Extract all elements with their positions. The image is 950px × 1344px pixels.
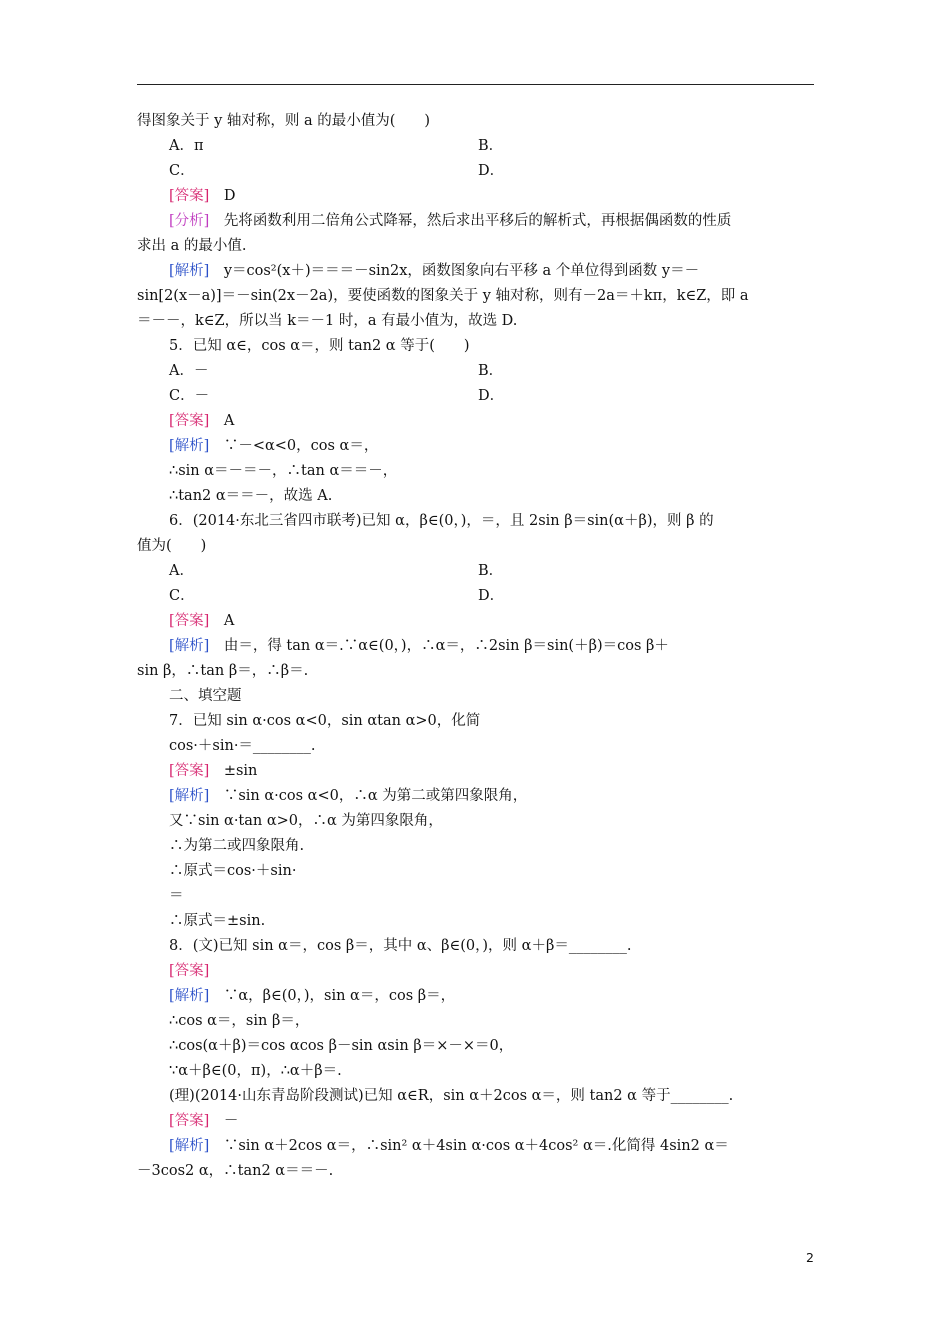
- line-text: D: [209, 188, 236, 204]
- answer-tag: [答案]: [169, 188, 210, 204]
- line-text: 8．(文)已知 sin α＝，cos β＝，其中 α、β∈(0，)，则 α＋β＝________.: [169, 938, 632, 954]
- line-text: 求出 a 的最小值.: [137, 238, 247, 254]
- text-line: [478, 136, 503, 156]
- solution-tag: [解析]: [169, 788, 210, 804]
- line-text: 6．(2014·东北三省四市联考)已知 α，β∈(0，)，＝，且 2sin β＝sin(α＋β)，则 β 的: [169, 513, 714, 529]
- line-text: ∴为第二或四象限角.: [169, 838, 305, 854]
- solution-tag: [解析]: [169, 438, 210, 454]
- line-text: 7．已知 sin α·cos α<0，sin αtan α>0，化简: [169, 713, 481, 729]
- text-line: [169, 761, 257, 781]
- solution-tag: [解析]: [169, 1138, 210, 1154]
- text-line: [169, 736, 316, 756]
- line-text: ∴cos α＝，sin β＝，: [169, 1013, 310, 1029]
- text-line: [169, 611, 234, 631]
- text-line: [169, 361, 208, 381]
- text-line: [169, 711, 480, 731]
- line-text: ∵α，β∈(0，)，sin α＝，cos β＝，: [209, 988, 456, 1004]
- line-text: D．: [478, 163, 505, 179]
- text-line: [169, 511, 714, 531]
- line-text: D．: [478, 588, 505, 604]
- line-text: ＝: [169, 888, 184, 904]
- text-line: [169, 211, 731, 231]
- line-text: A．: [169, 563, 194, 579]
- text-line: [169, 161, 195, 181]
- answer-tag: [答案]: [169, 413, 210, 429]
- text-line: [478, 586, 504, 606]
- line-text: D．: [478, 388, 505, 404]
- line-text: sin[2(x－a)]＝－sin(2x－2a)，要使函数的图象关于 y 轴对称，则有－2a＝＋kπ，k∈Z，即 a: [137, 288, 749, 304]
- line-text: C．: [169, 588, 195, 604]
- line-text: C．: [169, 163, 195, 179]
- text-line: [169, 936, 631, 956]
- line-text: ±sin: [209, 763, 258, 779]
- text-line: [169, 461, 397, 481]
- line-text: y＝cos²(x＋)＝＝＝－sin2x，函数图象向右平移 a 个单位得到函数 y＝－: [209, 263, 700, 279]
- solution-tag: [解析]: [169, 638, 210, 654]
- text-line: [169, 636, 669, 656]
- text-line: [137, 286, 749, 306]
- line-text: ∵α＋β∈(0，π)，∴α＋β＝.: [169, 1063, 342, 1079]
- line-text: A: [209, 613, 235, 629]
- line-text: －3cos2 α，∴tan2 α＝＝－.: [137, 1163, 334, 1179]
- line-text: 值为( ): [137, 538, 207, 554]
- text-line: [137, 311, 517, 331]
- line-text: B．: [478, 363, 504, 379]
- answer-tag: [答案]: [169, 1113, 210, 1129]
- text-line: [169, 1011, 309, 1031]
- text-line: [169, 961, 209, 981]
- line-text: ∵sin α＋2cos α＝，∴sin² α＋4sin α·cos α＋4cos² α＝.化简得 4sin2 α＝: [209, 1138, 729, 1154]
- text-line: [169, 261, 699, 281]
- line-text: B．: [478, 138, 504, 154]
- text-line: [478, 561, 503, 581]
- line-text: ∴sin α＝－＝－，∴tan α＝＝－，: [169, 463, 398, 479]
- text-line: [169, 1111, 238, 1131]
- text-line: [137, 236, 246, 256]
- text-line: [137, 111, 430, 131]
- line-text: ＝－－，k∈Z，所以当 k＝－1 时，a 有最小值为，故选 D.: [137, 313, 518, 329]
- text-line: [169, 186, 235, 206]
- answer-tag: [答案]: [169, 963, 210, 979]
- text-line: [169, 811, 443, 831]
- answer-tag: [答案]: [169, 613, 210, 629]
- line-text: 得图象关于 y 轴对称，则 a 的最小值为( ): [137, 113, 431, 129]
- line-text: (理)(2014·山东青岛阶段测试)已知 α∈R，sin α＋2cos α＝，则 tan2 α 等于________.: [169, 1088, 734, 1104]
- line-text: －: [209, 1113, 239, 1129]
- line-text: cos·＋sin·＝________.: [169, 738, 316, 754]
- line-text: B．: [478, 563, 504, 579]
- text-line: [478, 361, 503, 381]
- text-line: [169, 686, 242, 706]
- text-line: [478, 386, 504, 406]
- text-line: [169, 1061, 342, 1081]
- line-text: 5．已知 α∈，cos α＝，则 tan2 α 等于( ): [169, 338, 470, 354]
- line-text: 由＝，得 tan α＝.∵α∈(0，)，∴α＝，∴2sin β＝sin(＋β)＝cos β＋: [209, 638, 669, 654]
- line-text: A．－: [169, 363, 209, 379]
- text-line: [169, 1086, 733, 1106]
- line-text: ∴cos(α＋β)＝cos αcos β－sin αsin β＝×－×＝0，: [169, 1038, 514, 1054]
- text-line: [169, 1036, 513, 1056]
- text-line: [169, 1136, 729, 1156]
- text-line: [169, 886, 184, 906]
- text-line: [169, 336, 470, 356]
- line-text: C．－: [169, 388, 210, 404]
- line-text: sin β，∴tan β＝，∴β＝.: [137, 663, 309, 679]
- text-line: [169, 561, 194, 581]
- line-text: ∴原式＝cos·＋sin·: [169, 863, 297, 879]
- text-line: [169, 911, 265, 931]
- header-rule: [137, 84, 814, 85]
- text-line: [169, 986, 455, 1006]
- text-line: [137, 536, 206, 556]
- text-line: [169, 586, 195, 606]
- line-text: A: [209, 413, 235, 429]
- line-text: ∴tan2 α＝＝－，故选 A.: [169, 488, 333, 504]
- text-line: [169, 836, 304, 856]
- line-text: ∵－<α<0，cos α＝，: [209, 438, 379, 454]
- analysis-tag: [分析]: [169, 213, 210, 229]
- text-line: [169, 486, 332, 506]
- text-line: [137, 661, 308, 681]
- solution-tag: [解析]: [169, 988, 210, 1004]
- text-line: [478, 161, 504, 181]
- text-line: [169, 386, 209, 406]
- line-text: ∴原式＝±sin.: [169, 913, 266, 929]
- line-text: ∵sin α·cos α<0，∴α 为第二或第四象限角，: [209, 788, 528, 804]
- text-line: [169, 786, 527, 806]
- answer-tag: [答案]: [169, 763, 210, 779]
- text-line: [169, 136, 204, 156]
- text-line: [169, 411, 234, 431]
- text-line: [169, 436, 378, 456]
- line-text: 二、填空题: [169, 688, 242, 704]
- line-text: A．π: [169, 138, 204, 154]
- solution-tag: [解析]: [169, 263, 210, 279]
- line-text: 先将函数利用二倍角公式降幂，然后求出平移后的解析式，再根据偶函数的性质: [209, 213, 732, 229]
- text-line: [169, 861, 296, 881]
- text-line: [137, 1161, 333, 1181]
- line-text: 又∵sin α·tan α>0，∴α 为第四象限角，: [169, 813, 443, 829]
- page-number: 2: [806, 1250, 814, 1265]
